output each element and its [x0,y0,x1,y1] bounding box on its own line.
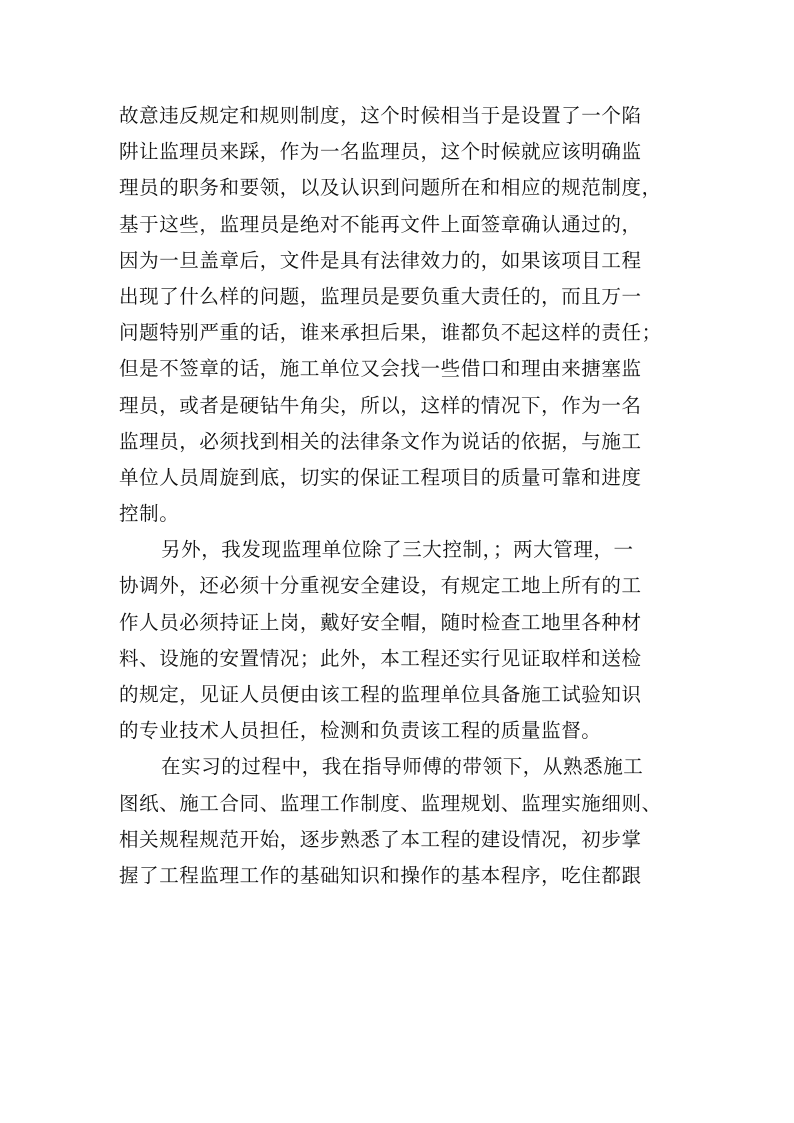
text-line: 在实习的过程中，我在指导师傅的带领下，从熟悉施工 [161,755,644,779]
text-line: 控制。 [119,502,180,526]
text-line: 理员的职务和要领，以及认识到问题所在和相应的规范制度， [119,176,662,200]
body-text [119,98,699,894]
text-line: 图纸、施工合同、监理工作制度、监理规划、监理实施细则、 [119,791,662,815]
text-line: 理员，或者是硬钻牛角尖，所以，这样的情况下，作为一名 [119,393,642,417]
text-line: 基于这些，监理员是绝对不能再文件上面签章确认通过的， [119,212,642,236]
text-line: 协调外，还必须十分重视安全建设，有规定工地上所有的工 [119,574,642,598]
text-line: 作人员必须持证上岗，戴好安全帽，随时检查工地里各种材 [119,610,642,634]
text-line: 相关规程规范开始，逐步熟悉了本工程的建设情况，初步掌 [119,827,642,851]
text-line: 阱让监理员来踩，作为一名监理员，这个时候就应该明确监 [119,140,642,164]
text-line: 料、设施的安置情况；此外，本工程还实行见证取样和送检 [119,646,642,670]
text-line: 的专业技术人员担任，检测和负责该工程的质量监督。 [119,719,602,743]
text-line: 的规定，见证人员便由该工程的监理单位具备施工试验知识 [119,683,642,706]
text-line: 另外，我发现监理单位除了三大控制，；两大管理，一 [161,538,634,562]
text-line: 但是不签章的话，施工单位又会找一些借口和理由来搪塞监 [119,357,642,381]
text-line: 单位人员周旋到底，切实的保证工程项目的质量可靠和进度 [119,465,642,489]
text-line: 监理员，必须找到相关的法律条文作为说话的依据，与施工 [119,429,642,453]
text-line: 出现了什么样的问题，监理员是要负重大责任的，而且万一 [119,284,642,308]
text-line: 握了工程监理工作的基础知识和操作的基本程序，吃住都跟 [119,863,642,887]
text-line: 故意违反规定和规则制度，这个时候相当于是设置了一个陷 [119,104,642,127]
text-line: 问题特别严重的话，谁来承担后果，谁都负不起这样的责任； [119,321,662,345]
text-line: 因为一旦盖章后，文件是具有法律效力的，如果该项目工程 [119,248,642,272]
